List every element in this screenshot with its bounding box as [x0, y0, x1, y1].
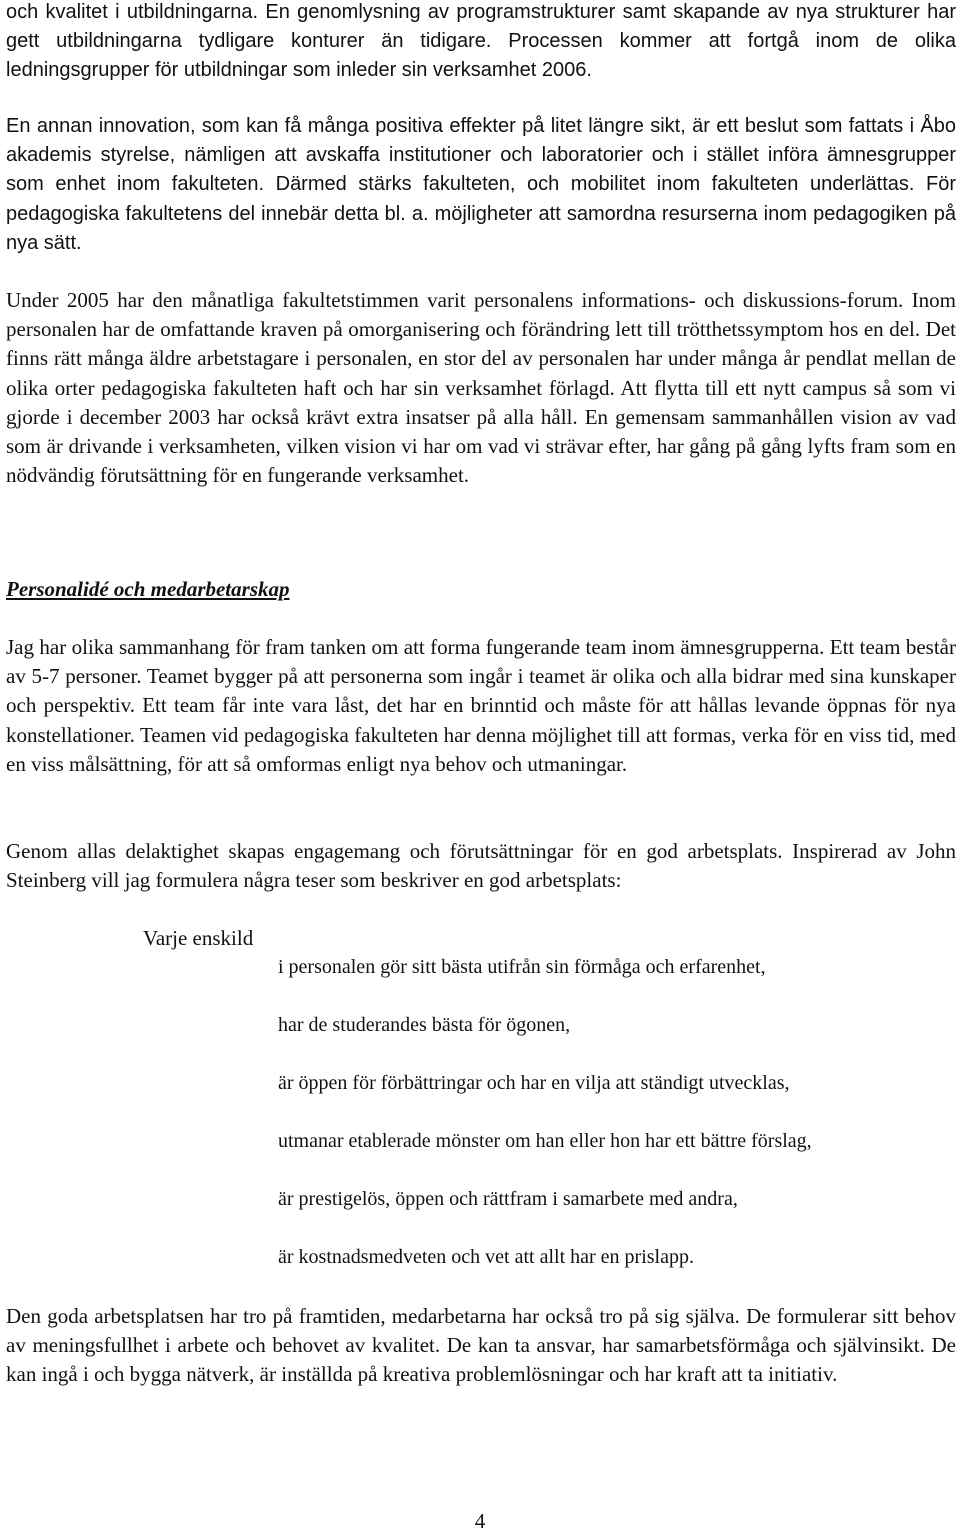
paragraph: Den goda arbetsplatsen har tro på framtiden, medarbetarna har också tro på sig själva. De formulerar sitt behov av meningsfullhet i arbete och behovet av kvalitet. De kan ta ansvar, har samarbetsförmåga och självinsikt. De kan ingå i och bygga nätverk, är inställda på kreativa problemlösningar och har kraft att ta initiativ. — [6, 1304, 956, 1387]
thesis-item: utmanar etablerade mönster om han eller hon har ett bättre förslag, — [278, 1130, 812, 1152]
paragraph: Genom allas delaktighet skapas engagemang och förutsättningar för en god arbetsplats. Inspirerad av John Steinberg vill jag formulera några teser som beskriver en god arbetsplats: — [6, 839, 956, 893]
paragraph: En annan innovation, som kan få många positiva effekter på litet längre sikt, är ett beslut som fattats i Åbo akademis styrelse, nämligen att avskaffa institutioner och laboratorier och i stället införa ämnesgrupper som enhet inom fakulteten. Därmed stärks fakulteten, och mobilitet inom fakulteten underlättas. För pedagogiska fakultetens del innebär detta bl. a. möjligheter att samordna resurserna inom pedagogiken på nya sätt. — [6, 115, 956, 254]
theses-list — [278, 953, 812, 1301]
thesis-item: är prestigelös, öppen och rättfram i samarbete med andra, — [278, 1188, 738, 1210]
theses-lead: Varje enskild — [143, 926, 254, 950]
thesis-item: är kostnadsmedveten och vet att allt har en prislapp. — [278, 1246, 694, 1268]
paragraph: Jag har olika sammanhang för fram tanken om att forma fungerande team inom ämnesgrupperna. Ett team består av 5-7 personer. Teamet bygger på att personerna som ingår i teamet är olika och alla bidrar med sina kunskaper och perspektiv. Ett team får inte vara låst, det har en brinntid och måste för att hållas levande öppnas för nya konstellationer. Teamen vid pedagogiska fakulteten har denna möjlighet till att formas, verka för en viss tid, med en viss målsättning, för att så omformas enligt nya behov och utmaningar. — [6, 635, 956, 776]
paragraph: och kvalitet i utbildningarna. En genomlysning av programstrukturer samt skapande av nya strukturer har gett utbildningarna tydligare konturer än tidigare. Processen kommer att fortgå inom de olika ledningsgrupper för utbildningar som inleder sin verksamhet 2006. — [6, 1, 956, 82]
page-number: 4 — [474, 1509, 486, 1533]
paragraph: Under 2005 har den månatliga fakultetstimmen varit personalens informations- och diskussions-forum. Inom personalen har de omfattande kraven på omorganisering och förändring lett till trötthetssymptom hos en del. Det finns rätt många äldre arbetstagare i personalen, en stor del av personalen har under många år pendlat mellan de olika orter pedagogiska fakulteten haft och har sin verksamhet förlagd. Att flytta till ett nytt campus så som vi gjorde i december 2003 har också krävt extra insatser på alla håll. En gemensam sammanhållen vision av vad som är drivande i verksamheten, vilken vision vi har om vad vi strävar efter, har gång på gång lyfts fram som en nödvändig förutsättning för en fungerande verksamhet. — [6, 288, 956, 488]
thesis-item: i personalen gör sitt bästa utifrån sin förmåga och erfarenhet, — [278, 956, 766, 978]
thesis-item: har de studerandes bästa för ögonen, — [278, 1014, 571, 1036]
thesis-item: är öppen för förbättringar och har en vilja att ständigt utvecklas, — [278, 1072, 790, 1094]
section-heading: Personalidé och medarbetarskap — [6, 577, 290, 601]
